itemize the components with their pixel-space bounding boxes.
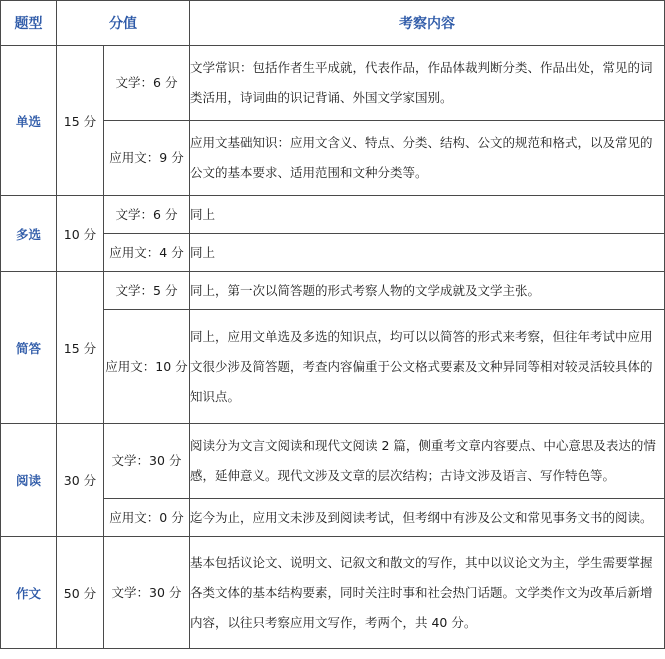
question-score: 15 分: [57, 46, 104, 196]
header-type: 题型: [1, 1, 57, 46]
question-type: 作文: [1, 537, 57, 649]
question-score: 15 分: [57, 272, 104, 424]
content-description: 文学常识：包括作者生平成就，代表作品，作品体裁判断分类、作品出处，常见的词类活用，诗词曲的识记背诵、外国文学家国别。: [190, 46, 665, 121]
table-row: [1, 537, 665, 649]
header-content: 考察内容: [190, 1, 665, 46]
sub-score: 应用文：4 分: [104, 234, 190, 272]
content-description: 应用文基础知识：应用文含义、特点、分类、结构、公文的规范和格式，以及常见的公文的基本要求、适用范围和文种分类等。: [190, 121, 665, 196]
sub-score: 应用文：0 分: [104, 499, 190, 537]
content-description: 迄今为止，应用文未涉及到阅读考试，但考纲中有涉及公文和常见事务文书的阅读。: [190, 499, 665, 537]
sub-score: 文学：6 分: [104, 196, 190, 234]
question-type: 单选: [1, 46, 57, 196]
table-row: [1, 196, 665, 234]
header-row: [1, 1, 665, 46]
sub-score: 文学：5 分: [104, 272, 190, 310]
header-score: 分值: [57, 1, 190, 46]
content-description: 同上，第一次以简答题的形式考察人物的文学成就及文学主张。: [190, 272, 665, 310]
question-score: 50 分: [57, 537, 104, 649]
content-description: 同上: [190, 234, 665, 272]
question-type: 多选: [1, 196, 57, 272]
sub-score: 文学：30 分: [104, 424, 190, 499]
table-row: [1, 272, 665, 310]
question-score: 30 分: [57, 424, 104, 537]
sub-score: 应用文：9 分: [104, 121, 190, 196]
content-description: 基本包括议论文、说明文、记叙文和散文的写作，其中以议论文为主，学生需要掌握各类文体的基本结构要素，同时关注时事和社会热门话题。文学类作文为改革后新增内容，以往只考察应用文写作，考两个，共 40 分。: [190, 537, 665, 649]
content-description: 同上，应用文单选及多选的知识点，均可以以简答的形式来考察，但往年考试中应用文很少涉及简答题，考查内容偏重于公文格式要素及文种异同等相对较灵活较具体的知识点。: [190, 310, 665, 424]
sub-score: 应用文：10 分: [104, 310, 190, 424]
question-score: 10 分: [57, 196, 104, 272]
sub-score: 文学：6 分: [104, 46, 190, 121]
table-row: [1, 46, 665, 121]
question-type: 简答: [1, 272, 57, 424]
content-description: 阅读分为文言文阅读和现代文阅读 2 篇，侧重考文章内容要点、中心意思及表达的情感，延伸意义。现代文涉及文章的层次结构；古诗文涉及语言、写作特色等。: [190, 424, 665, 499]
sub-score: 文学：30 分: [104, 537, 190, 649]
table-row: [1, 424, 665, 499]
question-type: 阅读: [1, 424, 57, 537]
content-description: 同上: [190, 196, 665, 234]
